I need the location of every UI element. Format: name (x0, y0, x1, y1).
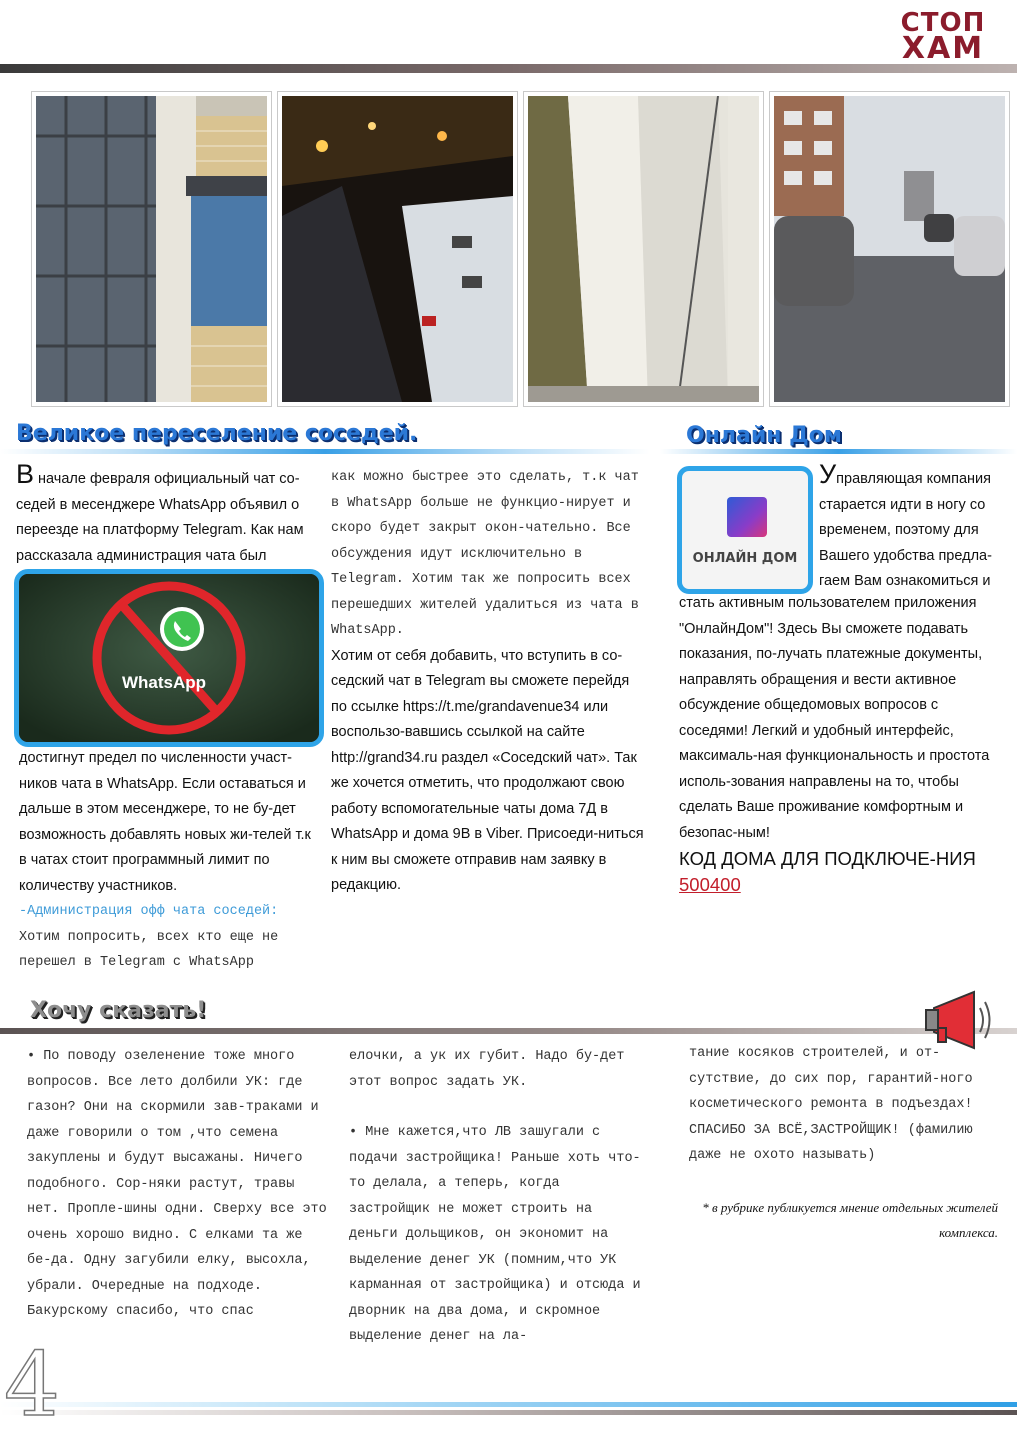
section-divider (0, 1028, 1017, 1034)
admin-quote-cont: как можно быстрее это сделать, т.к чат в WhatsApp больше не функцио-нирует и скоро будет закрыт окон-чательно. Все обсуждения идут исключительно в Telegram. Хотим так же попросить всех перешедших жителей удалиться из чата в WhatsApp. (331, 470, 639, 638)
editor-note: Хотим от себя добавить, что вступить в со-седский чат в Telegram вы сможете перейдя по ссылке https://t.me/grandavenue34 или воспользо-вавшись ссылкой на сайте http://grand34.ru раздел «Соседский чат». Так же хочется отметить, что продолжают свою работу вспомогательные чаты дома 7Д в WhatsApp и дома 9В в Viber. Присоеди-ниться к ним вы сможете отправив нам заявку в редакцию. (331, 647, 644, 893)
admin-quote: Хотим попросить, всех кто еще не перешел в Telegram с WhatsApp (19, 929, 279, 970)
section-underline (0, 449, 650, 454)
photo-facade (31, 91, 272, 407)
section-title-resettlement: Великое переселение соседей. (16, 421, 418, 446)
online-dom-intro (819, 459, 1009, 595)
online-dom-body-text: стать активным пользователем приложения "ОнлайнДом"! Здесь Вы сможете подавать показания, по-лучать платежные документы, направлять обращения и вести активное обсуждение общедомовых вопросов с соседями! Легкий и удобный интерфейс, максималь-ная функциональность и простота исполь-зования направлены на то, чтобы сделать Ваше проживание комфортным и безопас-ным! (679, 595, 990, 841)
article-col1-cont (19, 746, 317, 976)
online-dom-app-card (677, 466, 813, 594)
house-code-value: 500400 (679, 874, 741, 895)
opinion-col3-text: тание косяков строителей, и от-сутствие, до сих пор, гарантий-ного косметического ремонта в подъездах! СПАСИБО ЗА ВСЁ,ЗАСТРОЙЩИК! (фамилию даже не охото называть) (689, 1046, 973, 1163)
online-dom-intro-text: правляющая компания старается идти в ногу со временем, поэтому для Вашего удобства предла-гаем Вам ознакомиться и (819, 471, 992, 589)
whatsapp-logo-text: WhatsApp (122, 673, 207, 692)
footer-blue-line (0, 1402, 1017, 1407)
intro-text: начале февраля официальный чат со-седей в месенджере WhatsApp объявил о переезде на платформу Telegram. Как нам рассказала администрация чата был (16, 471, 304, 564)
opinion-col3 (689, 1041, 979, 1169)
photo-parking (769, 91, 1010, 407)
stop-ham-logo (897, 10, 989, 68)
whatsapp-banner (14, 569, 324, 747)
opinion-col2a: елочки, а ук их губит. Надо бу-дет этот вопрос задать УК. (349, 1049, 625, 1090)
article-col2 (331, 465, 644, 899)
section-title-online-dom: Онлайн Дом (686, 423, 842, 448)
article-col1-intro (16, 459, 316, 569)
admin-signature: -Администрация офф чата соседей: (19, 904, 279, 919)
dropcap: В (16, 459, 35, 489)
logo-line2: ХАМ (901, 31, 985, 66)
photo-night-courtyard (277, 91, 518, 407)
house-code-label: КОД ДОМА ДЛЯ ПОДКЛЮЧЕ-НИЯ (679, 848, 976, 869)
rubric-note: * в рубрике публикуется мнение отдельных жителей комплекса. (702, 1200, 998, 1240)
page-number: 4 (4, 1333, 60, 1436)
online-dom-body (679, 591, 1009, 898)
opinion-col1: • По поводу озеленение тоже много вопросов. Все лето долбили УК: где газон? Они на скормили зав-траками и даже говорили о том ,что семена закуплены и будут высажаны. Ничего подобного. Сор-няки растут, травы нет. Пропле-шины одни. Сверху все это очень хорошо видно. С елками та же бе-да. Одну загубили елку, высохла, убрали. Очередные на подходе. Бакурскому спасибо, что спас (27, 1049, 327, 1319)
footer-gray-line (0, 1410, 1017, 1415)
photo-hallway-corner (523, 91, 764, 407)
logo-line1: СТОП (900, 8, 986, 38)
opinion-col2b: • Мне кажется,что ЛВ зашугали с подачи застройщика! Раньше хоть что-то делала, а теперь, когда застройщик не может строить на деньги дольщиков, он экономит на выделение денег УК (помним,что УК карманная от застройщика) и отсюда и дворник на два дома, и скромное выделение денег на ла- (349, 1125, 641, 1344)
col1-cont-text: достигнут предел по численности участ-ников чата в WhatsApp. Если оставаться и дальше в этом месенджере, то не бу-дет возможность добавлять новых жи-телей т.к в чатах стоит программный лимит по количеству участников. (19, 750, 311, 894)
section-underline-2 (660, 449, 1017, 454)
section-title-want-to-say: Хочу сказать! (30, 998, 207, 1023)
online-dom-app-icon (727, 497, 767, 537)
app-label: ОНЛАЙН ДОМ (692, 551, 798, 566)
dropcap-2: У (819, 459, 837, 489)
house-code (679, 846, 1009, 898)
header-bar (0, 64, 1017, 73)
opinion-col2 (349, 1044, 647, 1350)
